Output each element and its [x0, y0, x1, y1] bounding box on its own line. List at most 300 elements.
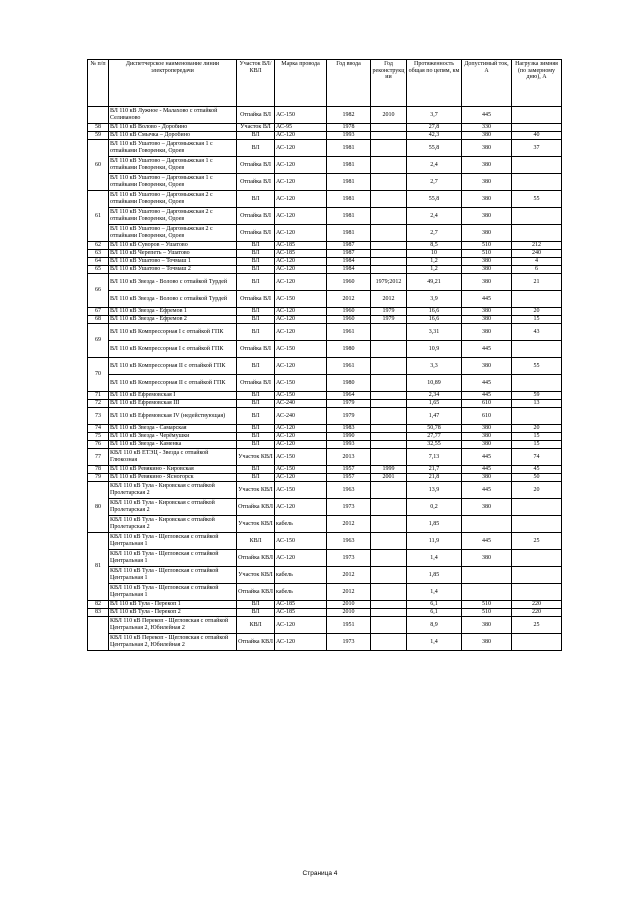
table-cell: 380 [462, 132, 512, 140]
row-number: 60 [88, 140, 109, 191]
table-row [88, 433, 562, 441]
table-cell: АС-120 [275, 132, 327, 140]
table-row [88, 225, 562, 242]
table-cell: АС-185 [275, 601, 327, 609]
table-cell: Отпайка ВЛ [237, 341, 275, 358]
table-cell: ВЛ [237, 358, 275, 375]
table-row [88, 482, 562, 499]
table-cell: 2010 [371, 107, 407, 124]
table-row [88, 324, 562, 341]
table-cell [371, 550, 407, 567]
table-cell: 380 [462, 474, 512, 482]
table-cell: ВЛ 110 кВ Ушатово – Даргомыжская 2 с отпайками Говоренки, Одоев [109, 208, 237, 225]
table-cell: АС-95 [275, 124, 327, 132]
table-cell: 1981 [327, 208, 371, 225]
table-cell: ВЛ 110 кВ Компрессорная II с отпайкой ГПК [109, 358, 237, 375]
table-row [88, 550, 562, 567]
table-cell: 1973 [327, 550, 371, 567]
table-cell: 1,85 [407, 567, 462, 584]
table-cell: Участок КВЛ [237, 516, 275, 533]
table-cell: ВЛ [237, 308, 275, 316]
table-cell [512, 157, 562, 174]
table-cell [512, 550, 562, 567]
table-cell [371, 324, 407, 341]
table-cell: 2012 [327, 567, 371, 584]
table-cell: 45 [512, 466, 562, 474]
table-row [88, 449, 562, 466]
table-cell: 445 [462, 375, 512, 392]
table-cell: Участок КВЛ [237, 449, 275, 466]
table-cell: 4 [512, 258, 562, 266]
table-cell [512, 499, 562, 516]
table-cell: ВЛ [237, 441, 275, 449]
row-number: 81 [88, 533, 109, 601]
table-cell: 1979 [327, 400, 371, 408]
table-cell: 380 [462, 316, 512, 324]
table-row [88, 308, 562, 316]
table-cell: АС-120 [275, 474, 327, 482]
table-cell: Отпайка КВЛ [237, 584, 275, 601]
table-cell: 445 [462, 449, 512, 466]
table-cell: 50,78 [407, 425, 462, 433]
table-cell: 1961 [327, 358, 371, 375]
table-row [88, 466, 562, 474]
table-cell: ВЛ [237, 324, 275, 341]
table-cell: 445 [462, 466, 512, 474]
table-cell: 55,8 [407, 140, 462, 157]
table-header-row [88, 60, 562, 107]
table-cell: 7,13 [407, 449, 462, 466]
table-cell: ВЛ [237, 425, 275, 433]
row-number: 74 [88, 425, 109, 433]
table-row [88, 157, 562, 174]
table-cell: Отпайка ВЛ [237, 225, 275, 242]
row-number: 80 [88, 482, 109, 533]
table-cell: 212 [512, 242, 562, 250]
table-cell: АС-150 [275, 392, 327, 400]
table-cell: 6,1 [407, 601, 462, 609]
table-cell [371, 124, 407, 132]
table-cell [371, 392, 407, 400]
table-cell: 330 [462, 124, 512, 132]
table-cell: ВЛ [237, 474, 275, 482]
table-cell: 20 [512, 308, 562, 316]
table-row [88, 601, 562, 609]
table-cell: 380 [462, 191, 512, 208]
table-cell: 380 [462, 617, 512, 634]
table-cell: ВЛ 110 кВ Ушатово – Даргомыжская 2 с отпайками Говоренки, Одоев [109, 225, 237, 242]
table-cell: 32,55 [407, 441, 462, 449]
table-cell [512, 408, 562, 425]
table-row [88, 291, 562, 308]
table-row [88, 191, 562, 208]
table-cell: 445 [462, 341, 512, 358]
document-sheet [87, 59, 561, 651]
row-number: 73 [88, 408, 109, 425]
table-cell: 380 [462, 274, 512, 291]
table-cell: ВЛ [237, 408, 275, 425]
table-cell: Отпайка КВЛ [237, 550, 275, 567]
table-cell: 15 [512, 316, 562, 324]
table-cell: ВЛ 110 кВ Звезда - Волово с отпайкой Турдей [109, 274, 237, 291]
table-cell: 55 [512, 358, 562, 375]
table-cell: 55,8 [407, 191, 462, 208]
table-cell: 3,31 [407, 324, 462, 341]
table-cell: 1990 [327, 433, 371, 441]
table-cell: АС-120 [275, 191, 327, 208]
table-cell [371, 601, 407, 609]
table-cell: 1,65 [407, 400, 462, 408]
table-cell [512, 567, 562, 584]
row-number: 64 [88, 258, 109, 266]
table-cell: Участок КВЛ [237, 482, 275, 499]
table-cell: 1963 [327, 482, 371, 499]
table-cell: 1957 [327, 466, 371, 474]
table-cell: Отпайка ВЛ [237, 375, 275, 392]
table-cell: 27,77 [407, 433, 462, 441]
table-cell: ВЛ 110 кВ Тула - Перекоп 2 [109, 609, 237, 617]
table-cell: 380 [462, 140, 512, 157]
table-cell: 10 [407, 250, 462, 258]
table-row [88, 208, 562, 225]
table-cell: 380 [462, 174, 512, 191]
table-cell: 13 [512, 400, 562, 408]
page-number: Страница 4 [302, 870, 338, 877]
table-cell: ВЛ 110 кВ Смычка – Доробино [109, 132, 237, 140]
table-cell: Отпайка КВЛ [237, 499, 275, 516]
table-cell: Отпайка ВЛ [237, 291, 275, 308]
table-cell: КВЛ 110 кВ Перекоп - Щегловская с отпайкой Центральная 2, Юбилейная 2 [109, 634, 237, 651]
header-cell: Год ввода [327, 60, 371, 107]
row-number: 59 [88, 132, 109, 140]
table-cell: 3,7 [407, 107, 462, 124]
table-cell: 510 [462, 609, 512, 617]
table-cell: 20 [512, 425, 562, 433]
table-cell: 6,1 [407, 609, 462, 617]
table-cell: АС-120 [275, 316, 327, 324]
row-number: 65 [88, 266, 109, 274]
table-cell: 1964 [327, 392, 371, 400]
table-cell [371, 499, 407, 516]
table-cell: 1980 [327, 341, 371, 358]
table-cell: КВЛ 110 кВ Тула - Кировская с отпайкой Пролетарская 2 [109, 482, 237, 499]
table-cell: 2001 [371, 474, 407, 482]
table-cell: 1981 [327, 140, 371, 157]
table-cell [371, 408, 407, 425]
table-cell: 2012 [327, 516, 371, 533]
table-cell: АС-185 [275, 242, 327, 250]
table-cell: ВЛ [237, 250, 275, 258]
table-cell: 37 [512, 140, 562, 157]
table-row [88, 341, 562, 358]
table-cell: ВЛ 110 кВ Звезда - Ефремов 2 [109, 316, 237, 324]
table-cell: АС-120 [275, 174, 327, 191]
table-cell: 11,9 [407, 533, 462, 550]
table-cell: 1973 [327, 499, 371, 516]
row-number: 71 [88, 392, 109, 400]
table-row [88, 584, 562, 601]
table-cell: 16,6 [407, 308, 462, 316]
table-cell: 1960 [327, 316, 371, 324]
table-cell [371, 425, 407, 433]
table-cell: 74 [512, 449, 562, 466]
table-cell: АС-120 [275, 550, 327, 567]
table-body [88, 107, 562, 651]
table-cell: 1993 [327, 132, 371, 140]
table-cell [371, 449, 407, 466]
table-cell: ВЛ [237, 433, 275, 441]
header-cell: Допустимый ток, А [462, 60, 512, 107]
table-row [88, 400, 562, 408]
table-cell: 42,3 [407, 132, 462, 140]
table-cell [371, 191, 407, 208]
table-cell: 10,9 [407, 341, 462, 358]
table-cell [371, 250, 407, 258]
table-cell: ВЛ [237, 466, 275, 474]
table-cell: ВЛ 110 кВ Ушатово – Даргомыжская 1 с отпайками Говоренки, Одоев [109, 140, 237, 157]
table-cell: ВЛ 110 кВ Ревякино - Ясногорск [109, 474, 237, 482]
table-row [88, 609, 562, 617]
table-row [88, 250, 562, 258]
table-cell [371, 609, 407, 617]
table-cell [371, 567, 407, 584]
table-cell: АС-150 [275, 341, 327, 358]
table-cell: 49,21 [407, 274, 462, 291]
table-cell: ВЛ [237, 258, 275, 266]
table-cell: 510 [462, 250, 512, 258]
table-cell: 380 [462, 425, 512, 433]
table-cell: 25 [512, 533, 562, 550]
table-cell: ВЛ [237, 242, 275, 250]
table-cell: ВЛ 110 кВ Волово - Доробино [109, 124, 237, 132]
table-row [88, 441, 562, 449]
table-cell: 2,7 [407, 174, 462, 191]
table-cell: АС-150 [275, 291, 327, 308]
table-row [88, 274, 562, 291]
table-cell: ВЛ 110 кВ Ушатово – Даргомыжская 1 с отпайками Говоренки, Одоев [109, 157, 237, 174]
table-cell: 510 [462, 601, 512, 609]
table-cell: 16,6 [407, 316, 462, 324]
table-cell: 380 [462, 308, 512, 316]
header-cell: Протяженность общая по цепям, км [407, 60, 462, 107]
table-cell: ВЛ 110 кВ Звезда - Самарская [109, 425, 237, 433]
table-cell: 380 [462, 225, 512, 242]
table-cell: 220 [512, 609, 562, 617]
table-cell [371, 132, 407, 140]
table-cell: 8,9 [407, 617, 462, 634]
table-cell: 445 [462, 533, 512, 550]
table-cell: Отпайка ВЛ [237, 107, 275, 124]
header-cell: № п/п [88, 60, 109, 107]
table-cell: 380 [462, 550, 512, 567]
table-cell: кабель [275, 516, 327, 533]
header-cell: Участок ВЛ/КВЛ [237, 60, 275, 107]
row-number: 61 [88, 191, 109, 242]
table-cell: 21,7 [407, 466, 462, 474]
table-cell: КВЛ 110 кВ Тула - Кировская с отпайкой Пролетарская 2 [109, 499, 237, 516]
table-cell [371, 157, 407, 174]
table-cell: КВЛ [237, 533, 275, 550]
table-cell: АС-240 [275, 408, 327, 425]
table-cell: 380 [462, 266, 512, 274]
table-row [88, 499, 562, 516]
table-cell: 445 [462, 107, 512, 124]
table-cell: 2,34 [407, 392, 462, 400]
table-cell: Отпайка ВЛ [237, 174, 275, 191]
table-cell: ВЛ 110 кВ Звезда - Черёмушки [109, 433, 237, 441]
row-number: 58 [88, 124, 109, 132]
table-row [88, 533, 562, 550]
table-cell: 610 [462, 408, 512, 425]
table-cell: 445 [462, 291, 512, 308]
table-cell: КВЛ 110 кВ Перекоп - Щегловская с отпайкой Центральная 2, Юбилейная 2 [109, 617, 237, 634]
table-cell: 1979;2012 [371, 274, 407, 291]
table-cell [371, 375, 407, 392]
table-cell: ВЛ [237, 609, 275, 617]
table-row [88, 392, 562, 400]
table-cell: ВЛ 110 кВ Компрессорная I с отпайкой ГПК [109, 324, 237, 341]
table-cell: 380 [462, 499, 512, 516]
table-cell: 1,85 [407, 516, 462, 533]
table-cell: АС-150 [275, 482, 327, 499]
table-cell: 1981 [327, 191, 371, 208]
table-cell: 380 [462, 258, 512, 266]
table-cell: ВЛ 110 кВ Ефремовская I [109, 392, 237, 400]
table-cell: 2013 [327, 449, 371, 466]
table-cell [371, 516, 407, 533]
table-cell [371, 634, 407, 651]
table-cell: ВЛ 110 кВ Звезда - Волово с отпайкой Турдей [109, 291, 237, 308]
row-number: 69 [88, 324, 109, 358]
table-row [88, 617, 562, 634]
table-cell: 59 [512, 392, 562, 400]
table-cell: 25 [512, 617, 562, 634]
table-cell [512, 516, 562, 533]
table-cell: КВЛ 110 кВ Тула - Щегловская с отпайкой Центральная 1 [109, 533, 237, 550]
table-cell [512, 174, 562, 191]
table-cell: 1951 [327, 617, 371, 634]
table-cell: ВЛ 110 кВ Звезда - Каменка [109, 441, 237, 449]
table-cell [462, 516, 512, 533]
table-cell: АС-150 [275, 107, 327, 124]
table-cell: КВЛ [237, 617, 275, 634]
row-number: 63 [88, 250, 109, 258]
table-cell: АС-150 [275, 466, 327, 474]
header-cell: Марка провода [275, 60, 327, 107]
table-cell: 445 [462, 482, 512, 499]
table-cell [512, 124, 562, 132]
table-cell: 1993 [327, 441, 371, 449]
table-row [88, 124, 562, 132]
table-row [88, 408, 562, 425]
table-cell: 2,7 [407, 225, 462, 242]
table-cell: Отпайка ВЛ [237, 157, 275, 174]
table-cell: 1,47 [407, 408, 462, 425]
header-cell: Год реконструкции [371, 60, 407, 107]
table-cell: ВЛ [237, 132, 275, 140]
table-row [88, 242, 562, 250]
table-row [88, 516, 562, 533]
table-cell: ВЛ [237, 191, 275, 208]
table-cell: 380 [462, 441, 512, 449]
table-cell: АС-120 [275, 157, 327, 174]
table-cell: ВЛ 110 кВ Компрессорная II с отпайкой ГПК [109, 375, 237, 392]
power-lines-table [87, 59, 562, 651]
table-cell: 1,4 [407, 584, 462, 601]
table-cell: 40 [512, 132, 562, 140]
table-cell: 380 [462, 433, 512, 441]
table-cell [462, 567, 512, 584]
table-cell: КВЛ 110 кВ Тула - Щегловская с отпайкой Центральная 1 [109, 584, 237, 601]
table-cell: 8,5 [407, 242, 462, 250]
table-cell [371, 617, 407, 634]
table-cell [512, 291, 562, 308]
table-cell [512, 634, 562, 651]
table-cell: 1,2 [407, 258, 462, 266]
table-cell: 380 [462, 634, 512, 651]
table-cell: ВЛ [237, 392, 275, 400]
table-row [88, 634, 562, 651]
row-number [88, 617, 109, 651]
table-row [88, 132, 562, 140]
table-row [88, 316, 562, 324]
table-cell: 610 [462, 400, 512, 408]
row-number: 68 [88, 316, 109, 324]
table-cell: 2,4 [407, 208, 462, 225]
table-cell: АС-120 [275, 274, 327, 291]
table-cell [371, 358, 407, 375]
table-cell [371, 482, 407, 499]
table-cell: 1981 [327, 157, 371, 174]
table-cell: 15 [512, 441, 562, 449]
table-cell: 2012 [327, 584, 371, 601]
table-cell: 1979 [371, 316, 407, 324]
table-cell: 380 [462, 208, 512, 225]
table-cell: 15 [512, 433, 562, 441]
row-number: 79 [88, 474, 109, 482]
table-cell [371, 208, 407, 225]
table-cell: 1984 [327, 258, 371, 266]
table-cell: 510 [462, 242, 512, 250]
table-cell: АС-150 [275, 533, 327, 550]
table-cell [512, 584, 562, 601]
table-cell: 3,3 [407, 358, 462, 375]
table-cell: ВЛ 110 кВ Ушатово – Даргомыжская 1 с отпайками Говоренки, Одоев [109, 174, 237, 191]
table-cell: АС-150 [275, 449, 327, 466]
table-cell: ВЛ 110 кВ Черепеть – Ушатово [109, 250, 237, 258]
row-number: 75 [88, 433, 109, 441]
table-row [88, 258, 562, 266]
table-cell [371, 174, 407, 191]
table-cell [512, 225, 562, 242]
table-cell: АС-120 [275, 140, 327, 157]
table-cell: КВЛ 110 кВ Тула - Щегловская с отпайкой Центральная 1 [109, 550, 237, 567]
table-cell: 1979 [327, 408, 371, 425]
table-cell: ВЛ 110 кВ Ушатово – Даргомыжская 2 с отпайками Говоренки, Одоев [109, 191, 237, 208]
row-number: 67 [88, 308, 109, 316]
row-number: 66 [88, 274, 109, 308]
table-cell: АС-120 [275, 308, 327, 316]
table-cell: КВЛ 110 кВ Тула - Щегловская с отпайкой Центральная 1 [109, 567, 237, 584]
table-row [88, 174, 562, 191]
table-cell: АС-185 [275, 609, 327, 617]
table-cell: ВЛ [237, 601, 275, 609]
table-cell: 380 [462, 324, 512, 341]
table-cell: кабель [275, 567, 327, 584]
table-cell: 21,8 [407, 474, 462, 482]
table-cell: АС-150 [275, 375, 327, 392]
table-cell: АС-120 [275, 208, 327, 225]
